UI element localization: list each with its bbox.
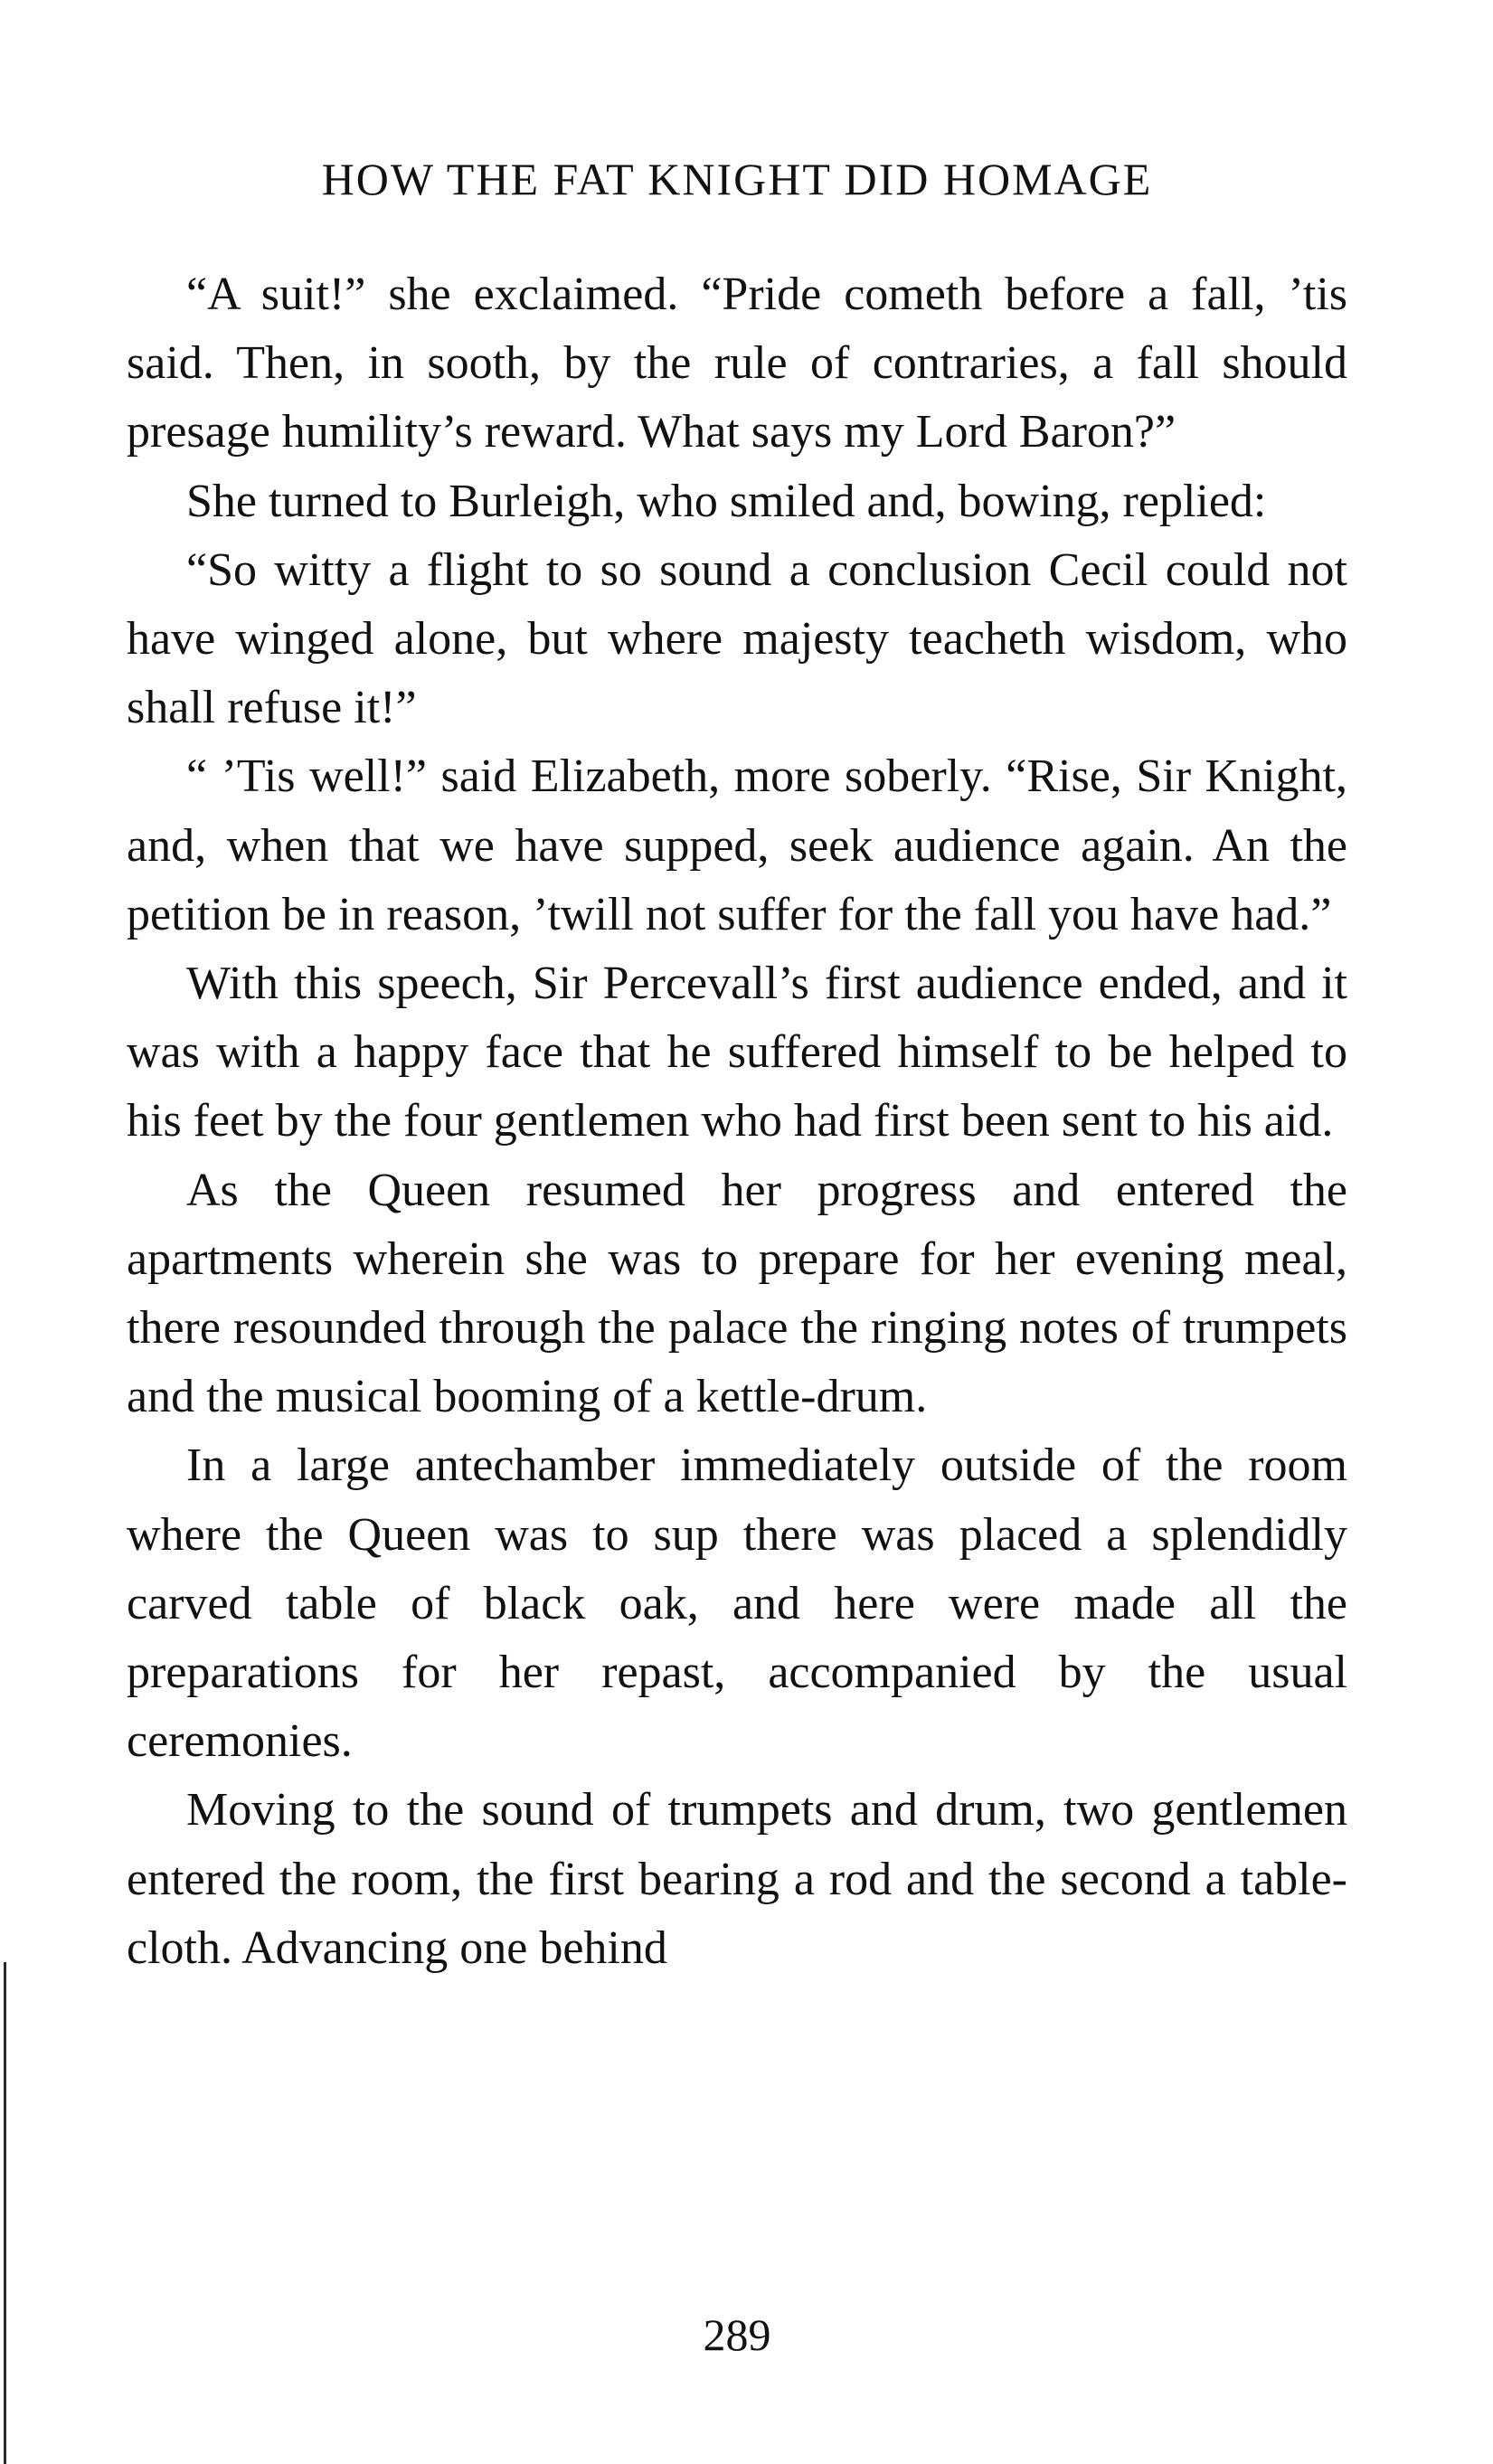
paragraph: “A suit!” she exclaimed. “Pride cometh before a fall, ’tis said. Then, in sooth, by the rule of contraries, a fall should presage humility’s reward. What says my Lord Baron?” [127, 269, 1347, 458]
paragraph: In a large antechamber immediately outside of the room where the Queen was to sup there was placed a splendidly carved table of black oak, and here were made all the preparations for her repast, accompanied by the usual ceremonies. [127, 1440, 1347, 1768]
page-number: 289 [703, 2309, 771, 2360]
paragraph: Moving to the sound of trumpets and drum, two gentlemen entered the room, the first bearing a rod and the second a table-cloth. Advancing one behind [127, 1784, 1347, 1974]
page-edge-shadow [4, 1962, 6, 2464]
paragraph: “ ’Tis well!” said Elizabeth, more soberly. “Rise, Sir Knight, and, when that we have supped, seek audience again. An the petition be in reason, ’twill not suffer for the fall you have had.” [127, 751, 1347, 940]
paragraph: She turned to Burleigh, who smiled and, bowing, replied: [186, 475, 1267, 527]
paragraph: With this speech, Sir Percevall’s first audience ended, and it was with a happy face that he suffered himself to be helped to his feet by the four gentlemen who had first been sent to his aid. [127, 958, 1347, 1147]
paragraph: As the Queen resumed her progress and entered the apartments wherein she was to prepare for her evening meal, there resounded through the palace the ringing notes of trumpets and the musical booming of a kettle-drum. [127, 1164, 1347, 1423]
body-text [127, 260, 1347, 1983]
paragraph: “So witty a flight to so sound a conclusion Cecil could not have winged alone, but where majesty teacheth wisdom, who shall refuse it!” [127, 543, 1347, 734]
running-head: HOW THE FAT KNIGHT DID HOMAGE [321, 154, 1153, 204]
